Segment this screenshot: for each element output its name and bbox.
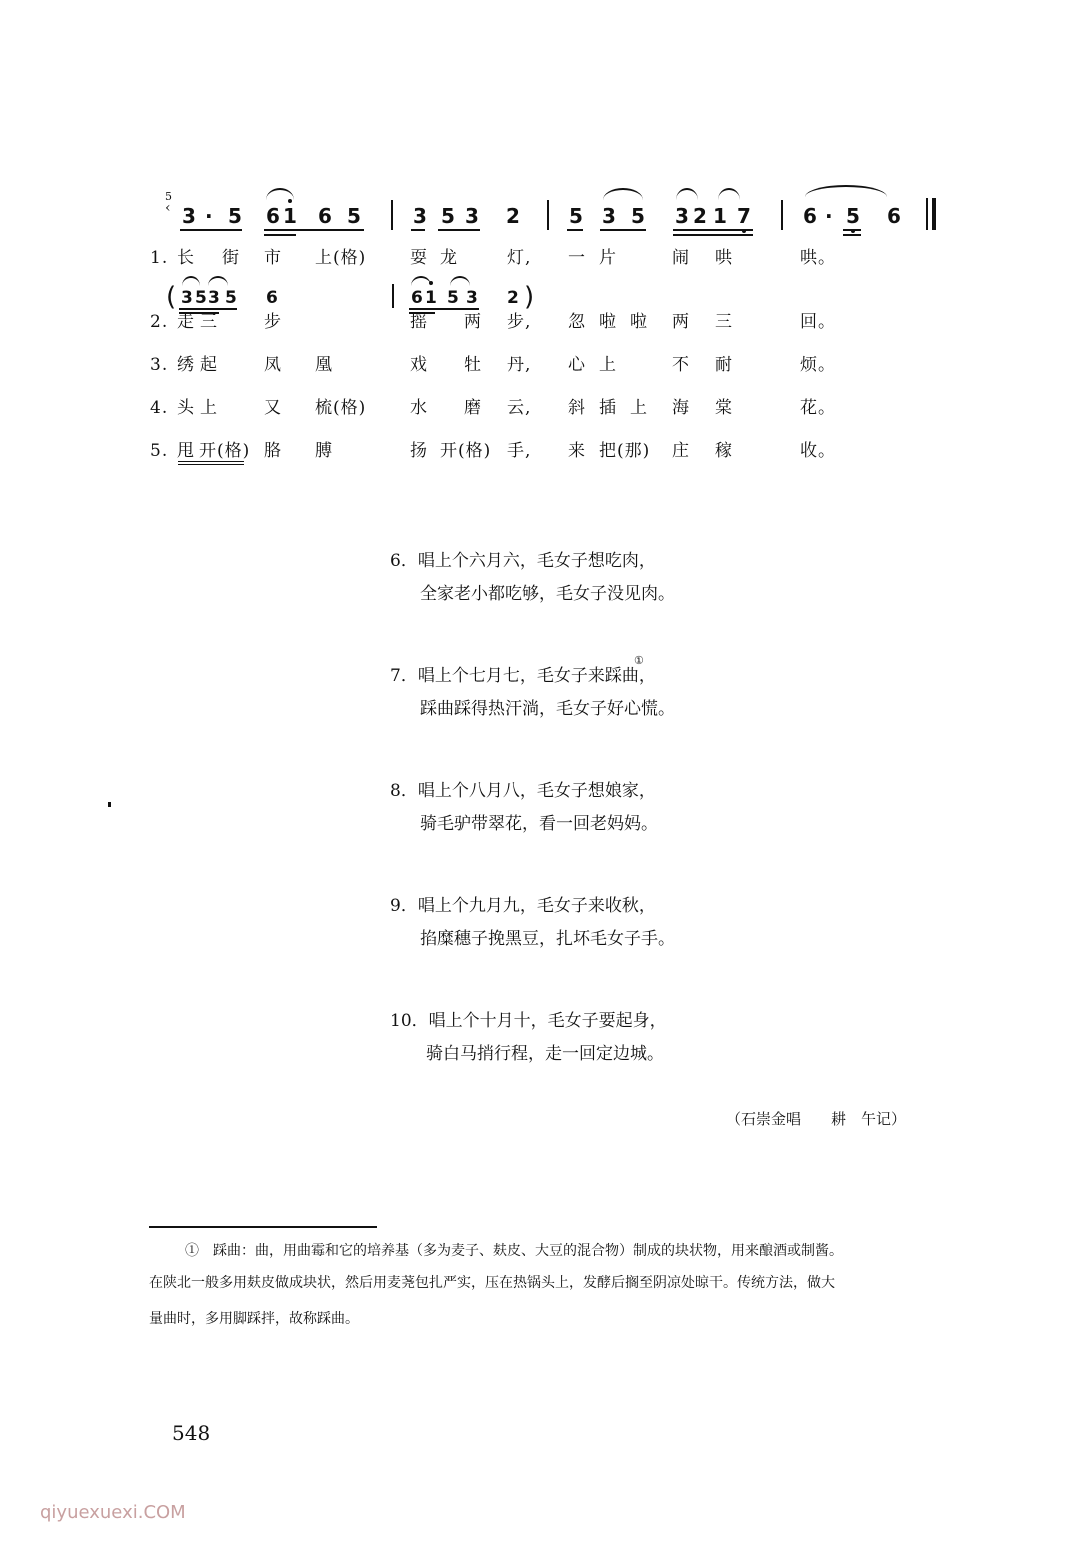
lyric: 牡 xyxy=(464,355,482,375)
verse-6-line-2: 全家老小都吃够，毛女子没见肉。 xyxy=(420,584,675,604)
note: 5 xyxy=(569,204,583,228)
note-dot: · xyxy=(825,204,833,228)
footnote-line-1: ① 踩曲：曲，用曲霉和它的培养基（多为麦子、麸皮、大豆的混合物）制成的块状物，用来酿酒或制酱。 xyxy=(185,1243,843,1259)
note: 3 xyxy=(413,204,427,228)
lyric: 丹, xyxy=(507,355,532,375)
note: 6 xyxy=(411,288,423,308)
verse-8-line-2: 骑毛驴带翠花，看一回老妈妈。 xyxy=(420,814,658,834)
lyric: 开(格) xyxy=(199,441,251,461)
open-paren: ( xyxy=(166,282,177,312)
note-dot: · xyxy=(205,204,213,228)
credit-line: （石崇金唱 耕 午记） xyxy=(726,1110,907,1128)
note: 5 xyxy=(447,288,459,308)
lyric: 不 xyxy=(672,355,690,375)
lyric: 2. xyxy=(150,312,169,332)
note: 3 xyxy=(466,288,478,308)
lyric: 哄 xyxy=(715,248,733,268)
note: 3 xyxy=(208,288,220,308)
lyric: 1. xyxy=(150,248,169,268)
lyric: 3. xyxy=(150,355,169,375)
lyric: 庄 xyxy=(672,441,690,461)
lyric: 步, xyxy=(507,312,532,332)
note: 2 xyxy=(506,204,520,228)
lyric: 来 xyxy=(568,441,586,461)
lyric: 水 xyxy=(410,398,428,418)
verse-8-line-1: 8．唱上个八月八，毛女子想娘家， xyxy=(390,781,656,801)
note: 3 xyxy=(675,204,689,228)
note: 3 xyxy=(602,204,616,228)
lyric: 手, xyxy=(507,441,532,461)
tempo-mark: 5 xyxy=(165,190,172,203)
lyric: 耍 xyxy=(410,248,428,268)
verse-6-line-1: 6．唱上个六月六，毛女子想吃肉， xyxy=(390,551,656,571)
lyric: 4. xyxy=(150,398,169,418)
lyric: 回。 xyxy=(800,312,836,332)
footnote-line-3: 量曲时，多用脚踩拌，故称踩曲。 xyxy=(149,1311,359,1327)
lyric: 稼 xyxy=(715,441,733,461)
tempo-brace: ‹ xyxy=(165,200,171,216)
lyric: 上(格) xyxy=(315,248,367,268)
lyric: 片 xyxy=(599,248,617,268)
page-number: 548 xyxy=(172,1421,211,1445)
lyric: 磨 xyxy=(464,398,482,418)
note: 6 xyxy=(266,288,278,308)
note: 6 xyxy=(887,204,901,228)
lyric: 绣 xyxy=(177,355,195,375)
verse-9-line-1: 9．唱上个九月九，毛女子来收秋， xyxy=(390,896,656,916)
verse-10-line-1: 10．唱上个十月十，毛女子要起身， xyxy=(390,1011,667,1031)
verse-10-line-2: 骑白马捎行程，走一回定边城。 xyxy=(426,1044,664,1064)
note: 2 xyxy=(507,288,519,308)
lyric: 啦 xyxy=(630,312,648,332)
lyric: 凰 xyxy=(315,355,333,375)
lyric: 梳(格) xyxy=(315,398,367,418)
lyric: 摇 xyxy=(410,312,428,332)
footnote-divider xyxy=(149,1226,377,1228)
verse-7-line-2: 踩曲踩得热汗淌，毛女子好心慌。 xyxy=(420,699,675,719)
note-low: 5 xyxy=(846,206,860,226)
lyric: 胳 xyxy=(264,441,282,461)
lyric: 开(格) xyxy=(440,441,492,461)
lyric: 斜 xyxy=(568,398,586,418)
watermark-logo: qiyuexuexi.COM xyxy=(40,1502,186,1523)
lyric: 起 xyxy=(200,355,218,375)
lyric: 烦。 xyxy=(800,355,836,375)
lyric: 又 xyxy=(264,398,282,418)
lyric: 甩 xyxy=(177,441,195,461)
note: 6 xyxy=(266,204,280,228)
note: 5 xyxy=(631,204,645,228)
lyric: 凤 xyxy=(264,355,282,375)
note: 3 xyxy=(181,288,193,308)
lyric: 扬 xyxy=(410,441,428,461)
note: 5 xyxy=(195,288,207,308)
lyric: 戏 xyxy=(410,355,428,375)
verse-7-line-1: 7．唱上个七月七，毛女子来踩曲， xyxy=(390,666,656,686)
lyric: 云, xyxy=(507,398,532,418)
lyric: 上 xyxy=(200,398,218,418)
note: 2 xyxy=(693,204,707,228)
lyric: 5. xyxy=(150,441,169,461)
lyric: 走 xyxy=(177,312,195,332)
note: 5 xyxy=(347,204,361,228)
lyric: 棠 xyxy=(715,398,733,418)
lyric: 三 xyxy=(715,312,733,332)
lyric: 忽 xyxy=(568,312,586,332)
lyric: 插 xyxy=(599,398,617,418)
lyric: 闹 xyxy=(672,248,690,268)
note-low: 7 xyxy=(737,206,751,226)
footnote-marker: ① xyxy=(634,654,644,667)
lyric: 膊 xyxy=(315,441,333,461)
lyric: 收。 xyxy=(800,441,836,461)
lyric: 海 xyxy=(672,398,690,418)
note: 1 xyxy=(713,204,727,228)
lyric: 市 xyxy=(264,248,282,268)
lyric: 哄。 xyxy=(800,248,836,268)
speck xyxy=(108,802,111,807)
verse-9-line-2: 掐糜穗子挽黑豆，扎坏毛女子手。 xyxy=(420,929,675,949)
lyric: 三 xyxy=(200,312,218,332)
note: 5 xyxy=(441,204,455,228)
lyric: 上 xyxy=(599,355,617,375)
lyric: 耐 xyxy=(715,355,733,375)
note: 5 xyxy=(225,288,237,308)
lyric: 龙 xyxy=(440,248,458,268)
lyric: 步 xyxy=(264,312,282,332)
note: 6 xyxy=(803,204,817,228)
lyric: 啦 xyxy=(599,312,617,332)
lyric: 一 xyxy=(568,248,586,268)
lyric: 两 xyxy=(464,312,482,332)
note: 3 xyxy=(182,204,196,228)
footnote-line-2: 在陕北一般多用麸皮做成块状，然后用麦荛包扎严实，压在热锅头上，发酵后搁至阴凉处晾干。传统方法，做大 xyxy=(149,1275,835,1291)
lyric: 长 xyxy=(177,248,195,268)
lyric: 把(那) xyxy=(599,441,651,461)
lyric: 上 xyxy=(630,398,648,418)
note: 6 xyxy=(318,204,332,228)
note-high: 1 xyxy=(425,288,437,308)
note-high: 1 xyxy=(283,206,297,226)
lyric: 街 xyxy=(222,248,240,268)
lyric: 花。 xyxy=(800,398,836,418)
lyric: 心 xyxy=(568,355,586,375)
lyric: 头 xyxy=(177,398,195,418)
close-paren: ) xyxy=(524,282,535,312)
lyric: 两 xyxy=(672,312,690,332)
note: 5 xyxy=(228,204,242,228)
note: 3 xyxy=(465,204,479,228)
lyric: 灯, xyxy=(507,248,532,268)
